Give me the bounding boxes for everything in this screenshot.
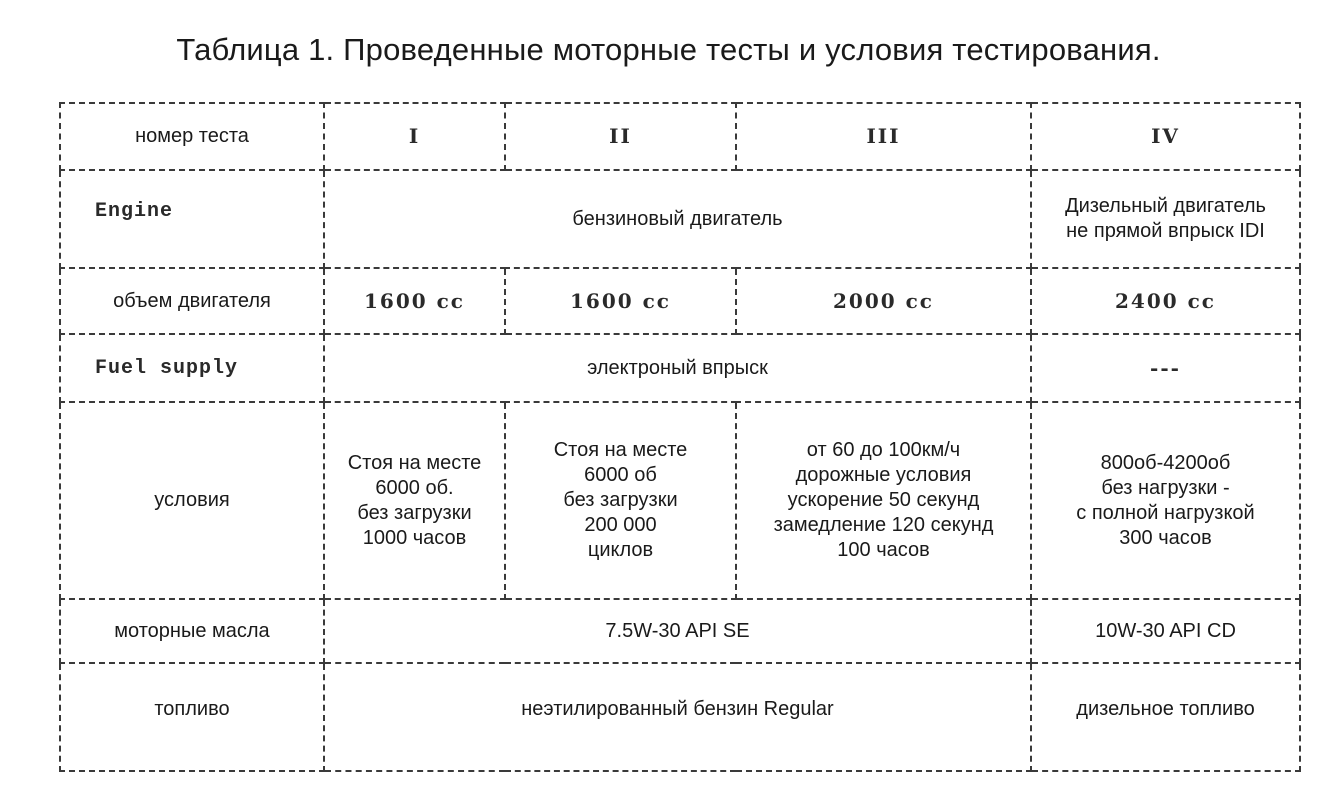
engine-diesel — [1031, 170, 1300, 268]
oil-diesel: 10W-30 API CD — [1031, 599, 1300, 663]
conditions-test-2-line: циклов — [587, 539, 654, 561]
table-row-oil — [60, 599, 1300, 663]
conditions-test-2-line: без загрузки — [563, 489, 678, 511]
displacement-4: 2400 cc — [1031, 268, 1300, 334]
table-row-test-number — [60, 103, 1300, 170]
test-number-4: IV — [1031, 103, 1300, 170]
row-label-displacement: объем двигателя — [60, 268, 324, 334]
conditions-test-4-line: 800об-4200об — [1100, 451, 1231, 474]
conditions-test-4 — [1031, 402, 1300, 599]
fuel-diesel — [1031, 663, 1300, 771]
conditions-test-1-line: Стоя на месте — [347, 451, 482, 474]
conditions-test-1-line: без загрузки — [357, 501, 472, 524]
displacement-2: 1600 cc — [505, 268, 736, 334]
test-number-1: I — [324, 103, 505, 170]
engine-diesel-line-2: не прямой впрыск IDI — [1066, 220, 1265, 242]
conditions-test-3-line: ускорение 50 секунд — [787, 489, 980, 511]
row-label-oil: моторные масла — [60, 599, 324, 663]
displacement-3: 2000 cc — [736, 268, 1031, 334]
table-row-fuel — [60, 663, 1300, 771]
fuel-gasoline-text: неэтилированный бензин Regular — [521, 697, 834, 720]
test-number-2: II — [505, 103, 736, 170]
row-label-fuel-supply: Fuel supply — [60, 334, 324, 402]
row-label-conditions: условия — [60, 402, 324, 599]
row-label-test-number: номер теста — [60, 103, 324, 170]
engine-tests-table — [59, 102, 1301, 772]
engine-gasoline: бензиновый двигатель — [324, 170, 1031, 268]
conditions-test-3-line: 100 часов — [837, 539, 930, 561]
conditions-test-4-line: 300 часов — [1119, 526, 1212, 549]
row-label-engine — [60, 170, 324, 268]
fuel-diesel-text: дизельное топливо — [1076, 697, 1255, 720]
engine-label-text: Engine — [95, 199, 174, 223]
conditions-test-2-line: 200 000 — [584, 514, 657, 536]
conditions-test-1 — [324, 402, 505, 599]
table-row-fuel-supply — [60, 334, 1300, 402]
fuel-gasoline — [324, 663, 1031, 771]
fuel-supply-diesel: --- — [1031, 334, 1300, 402]
conditions-test-2-line: Стоя на месте — [553, 439, 688, 461]
conditions-test-3 — [736, 402, 1031, 599]
table-row-engine — [60, 170, 1300, 268]
conditions-test-2 — [505, 402, 736, 599]
row-label-fuel — [60, 663, 324, 771]
conditions-test-2-line: 6000 об — [584, 464, 657, 486]
test-number-3: III — [736, 103, 1031, 170]
conditions-test-3-line: дорожные условия — [795, 464, 972, 486]
fuel-supply-gasoline: электроный впрыск — [324, 334, 1031, 402]
engine-diesel-line-1: Дизельный двигатель — [1065, 195, 1266, 217]
conditions-test-4-line: с полной нагрузкой — [1076, 501, 1255, 524]
fuel-label-text: топливо — [154, 697, 230, 720]
table-row-conditions — [60, 402, 1300, 599]
conditions-test-1-line: 1000 часов — [362, 526, 467, 549]
conditions-test-3-line: от 60 до 100км/ч — [806, 439, 961, 461]
table-row-displacement — [60, 268, 1300, 334]
conditions-test-4-line: без нагрузки - — [1101, 476, 1230, 499]
conditions-test-1-line: 6000 об. — [375, 476, 454, 499]
conditions-test-3-line: замедление 120 секунд — [773, 514, 994, 536]
table-title: Таблица 1. Проведенные моторные тесты и условия тестирования. — [176, 32, 1161, 67]
displacement-1: 1600 cc — [324, 268, 505, 334]
oil-gasoline: 7.5W-30 API SE — [324, 599, 1031, 663]
